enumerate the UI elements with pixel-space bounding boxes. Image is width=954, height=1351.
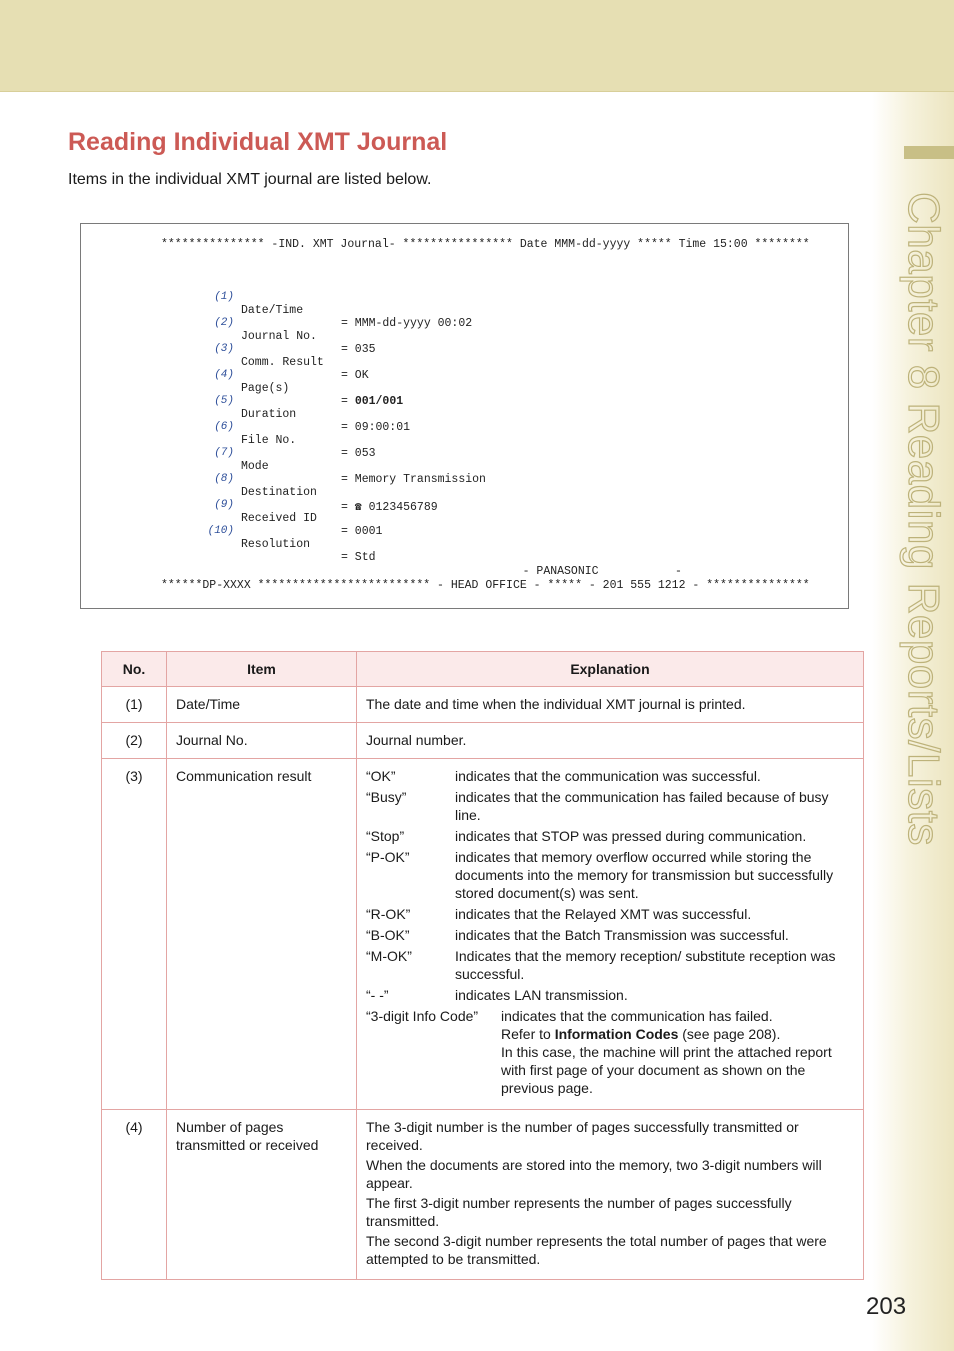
result-entry	[366, 788, 854, 824]
entry-number: (7)	[214, 447, 234, 459]
footer-dash: -	[675, 565, 682, 578]
explanation-paragraph: The second 3-digit number represents the total number of pages that were attempted to be transmitted.	[366, 1233, 827, 1267]
entry-label: Received ID	[241, 512, 317, 525]
entry-number: (3)	[214, 343, 234, 355]
cell-item: Number of pages transmitted or received	[167, 1110, 357, 1280]
result-entry	[366, 926, 854, 944]
entry-value: = OK	[341, 369, 369, 382]
entry-value: = Std	[341, 551, 376, 564]
result-description: indicates that the communication was successful.	[455, 768, 761, 784]
entry-value-bold: 001/001	[354, 395, 404, 408]
entry-number: (6)	[214, 421, 234, 433]
entry-number: (1)	[214, 291, 234, 303]
journal-footer-line2: ******DP-XXXX ************************* - HEAD OFFICE - ***** - 201 555 1212 - ***************	[161, 579, 810, 592]
entry-number: (9)	[214, 499, 234, 511]
cell-item: Journal No.	[167, 723, 357, 759]
entry-label: File No.	[241, 434, 297, 447]
result-description: indicates that memory overflow occurred while storing the documents into the memory for transmission but successfully stored document(s) was sent.	[455, 849, 834, 901]
result-code: “- -”	[366, 987, 389, 1003]
entry-value: = 035	[341, 343, 376, 356]
info-line3: In this case, the machine will print the attached report with first page of your document as shown on the previous page.	[501, 1044, 832, 1096]
column-header-explanation: Explanation	[357, 652, 864, 687]
result-entry	[366, 827, 854, 845]
result-code: “OK”	[366, 768, 396, 784]
cell-item: Communication result	[167, 759, 357, 1110]
explanation-paragraph: The 3-digit number is the number of pages successfully transmitted or received.	[366, 1119, 799, 1153]
entry-label: Duration	[241, 408, 297, 421]
cell-item: Date/Time	[167, 687, 357, 723]
result-entry	[366, 848, 854, 902]
journal-sample	[80, 223, 849, 609]
chapter-tab-label: Chapter 8 Reading Reports/Lists	[899, 192, 948, 846]
result-entry	[366, 767, 854, 785]
entry-number: (2)	[214, 317, 234, 329]
result-description: indicates LAN transmission.	[455, 987, 628, 1003]
top-header-band	[0, 0, 954, 92]
explanation-paragraph: The first 3-digit number represents the number of pages successfully transmitted.	[366, 1195, 792, 1229]
chapter-marker-bar	[904, 146, 954, 159]
entry-value-prefix: =	[341, 395, 355, 408]
entry-label: Comm. Result	[241, 356, 324, 369]
result-description	[501, 1007, 854, 1097]
cell-no: (4)	[102, 1110, 167, 1280]
result-description: Indicates that the memory reception/ substitute reception was successful.	[455, 948, 836, 982]
journal-header: *************** -IND. XMT Journal- **************** Date MMM-dd-yyyy ***** Time 15:00 ********	[161, 238, 810, 251]
footer-company: - PANASONIC	[522, 565, 599, 578]
table-header-row	[102, 652, 864, 687]
entry-value	[341, 395, 403, 408]
column-header-no: No.	[102, 652, 167, 687]
entry-label: Destination	[241, 486, 317, 499]
entry-label: Page(s)	[241, 382, 290, 395]
entry-value: = MMM-dd-yyyy 00:02	[341, 317, 473, 330]
result-description: indicates that STOP was pressed during communication.	[455, 828, 807, 844]
table-row	[102, 687, 864, 723]
table-row	[102, 759, 864, 1110]
info-line2-post: (see page 208).	[678, 1026, 781, 1042]
result-description: indicates that the Batch Transmission was successful.	[455, 927, 789, 943]
info-codes-reference: Information Codes	[554, 1026, 679, 1042]
entry-value: = ☎ 0123456789	[341, 501, 438, 514]
page-title: Reading Individual XMT Journal	[68, 128, 448, 156]
result-code: “3-digit Info Code”	[366, 1008, 479, 1024]
entry-label: Resolution	[241, 538, 311, 551]
result-entry	[366, 986, 854, 1004]
result-code: “R-OK”	[366, 906, 411, 922]
result-code: “B-OK”	[366, 927, 410, 943]
entry-number: (8)	[214, 473, 234, 485]
result-code: “P-OK”	[366, 849, 410, 865]
result-description: indicates that the communication has failed because of busy line.	[455, 789, 829, 823]
entry-number: (10)	[207, 525, 234, 537]
cell-explanation: Journal number.	[357, 723, 864, 759]
explanation-table	[101, 651, 864, 1280]
cell-explanation	[357, 1110, 864, 1280]
result-description: indicates that the Relayed XMT was successful.	[455, 906, 752, 922]
entry-value: = 0001	[341, 525, 383, 538]
cell-no: (1)	[102, 687, 167, 723]
cell-explanation: The date and time when the individual XMT journal is printed.	[357, 687, 864, 723]
table-row	[102, 1110, 864, 1280]
explanation-paragraph: When the documents are stored into the memory, two 3-digit numbers will appear.	[366, 1157, 822, 1191]
intro-text: Items in the individual XMT journal are listed below.	[68, 171, 432, 188]
result-code: “Busy”	[366, 789, 407, 805]
cell-explanation	[357, 759, 864, 1110]
result-entry-info-code	[366, 1007, 854, 1097]
journal-entry	[81, 278, 473, 330]
entry-label: Date/Time	[241, 304, 304, 317]
entry-value: = 09:00:01	[341, 421, 411, 434]
result-entry	[366, 947, 854, 983]
info-line1: indicates that the communication has failed.	[501, 1008, 773, 1024]
page-number: 203	[866, 1293, 907, 1320]
result-code: “M-OK”	[366, 948, 412, 964]
cell-no: (2)	[102, 723, 167, 759]
info-line2-pre: Refer to	[501, 1026, 555, 1042]
entry-number: (4)	[214, 369, 234, 381]
result-entry	[366, 905, 854, 923]
entry-label: Journal No.	[241, 330, 317, 343]
entry-label: Mode	[241, 460, 269, 473]
entry-value: = Memory Transmission	[341, 473, 486, 486]
cell-no: (3)	[102, 759, 167, 1110]
table-row	[102, 723, 864, 759]
entry-value: = 053	[341, 447, 376, 460]
column-header-item: Item	[167, 652, 357, 687]
result-code: “Stop”	[366, 828, 405, 844]
entry-number: (5)	[214, 395, 234, 407]
